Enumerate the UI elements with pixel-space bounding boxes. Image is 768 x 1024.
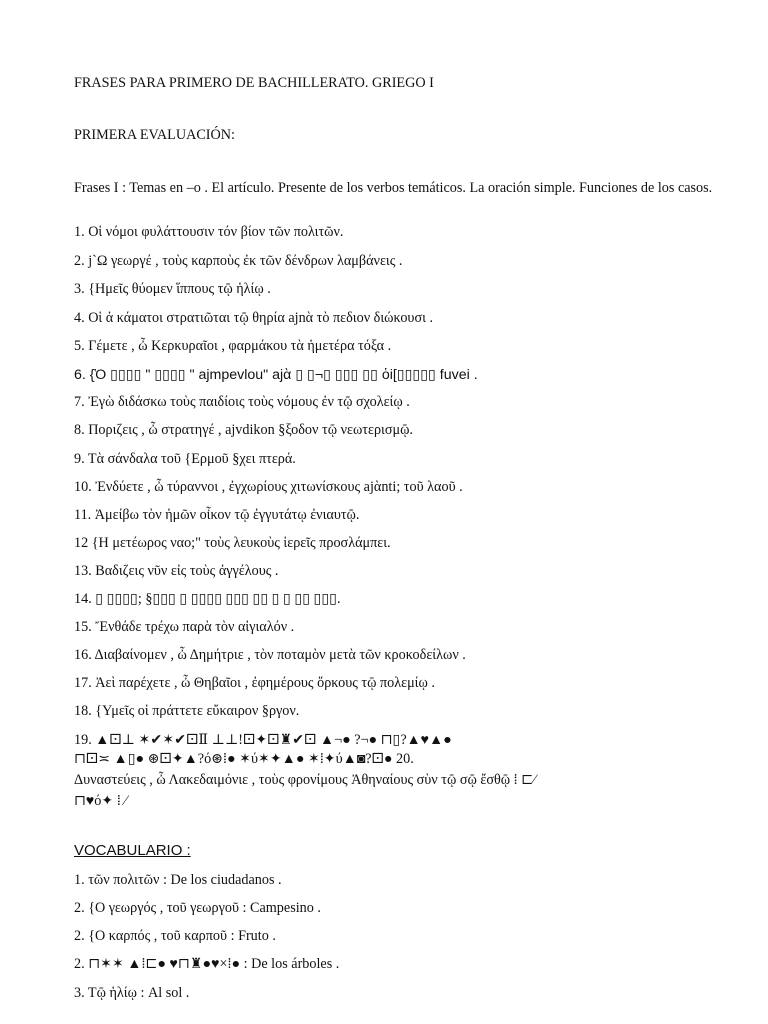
vocabulary-entry: 2. {O καρπός , τοῦ καρποῦ : Fruto . [74,928,276,944]
sentence-line: ⊓⚀≍ ▲▯● ⊛⚀✦▲?ό⊛⁞● ✶ύ✶✦▲● ✶⁞✦ύ▲◙?⚀● 20. [74,751,414,767]
sentence-line: 1. Oἱ νόμοι φυλάττουσιν τόν βίον τῶν πολιτῶν. [74,224,344,240]
sentence-line: 13. Βαδιζεις νῦν εἰς τοὺς ἀγγέλους . [74,563,279,579]
sentence-line: 18. {Υμεῖς oἱ πράττετε εὔκαιρον §ργον. [74,703,300,719]
sentence-line: 15. Ἔνθάδε τρέχω παρὰ τὸν αἰγιαλόν . [74,619,295,635]
sentence-line: 12 {Η μετέωρος ναο;" τοὺς λευκοὺς ἱερεῖς προσλάμπει. [74,535,391,551]
sentence-line: 10. Ἐνδύετε , ὦ τύραννοι , ἐγχωρίους χιτωνίσκους ajὰnti; τοῦ λαοῦ . [74,479,463,495]
sentence-line: 8. Ποριζεις , ὦ στρατηγέ , ajvdikon §ξοδον τῷ νεωτερισμῷ. [74,422,413,438]
sentence-line: 2. j`Ω γεωργέ , τοὺς καρποὺς ἐκ τῶν δένδρων λαμβάνεις . [74,253,403,269]
vocabulary-heading: VOCABULARIO : [74,842,191,859]
sentence-line: 19. ▲⚀⊥ ✶✔✶✔⚀Ⅱ ⊥⊥!⚀✦⚀♜✔⚀ ▲¬● ?¬● ⊓▯?▲♥▲● [74,732,452,748]
sentence-line: Δυναστεύεις , ὦ Λακεδαιμόνιε , τοὺς φρονίμους Ἀθηναίους σὺν τῷ σῷ ἔσθῷ ⁞ ⊏⁄ [74,772,536,788]
sentence-line: 11. Ἀμείβω τὸν ἡμῶν oἶκον τῷ ἐγγυτάτῳ ἐνιαυτῷ. [74,507,360,523]
document-title: FRASES PARA PRIMERO DE BACHILLERATO. GRIEGO I [74,75,434,91]
sentence-line: 4. Oἱ ἀ κάματοι στρατιῶται τῷ θηρία ajnὰ τὸ πεδιον διώκουσι . [74,310,434,326]
sentence-line: 3. {Ημεῖς θύομεν ἵππους τῷ ἡλίῳ . [74,281,271,297]
section-heading: PRIMERA EVALUACIÓN: [74,127,235,143]
vocabulary-entry: 1. τῶν πολιτῶν : De los ciudadanos . [74,872,282,888]
sentence-line: 14. ▯ ▯▯▯▯; §▯▯▯ ▯ ▯▯▯▯ ▯▯▯ ▯▯ ▯ ▯ ▯▯ ▯▯▯. [74,591,341,607]
vocabulary-entry: 2. ⊓✶✶ ▲⁞⊏● ♥⊓♜●♥×⁞● : De los árboles . [74,956,340,972]
intro-paragraph: Frases I : Temas en –o . El artículo. Presente de los verbos temáticos. La oración simple. Funciones de los casos. [74,180,713,196]
sentence-line: 5. Γέμετε , ὦ Κερκυραῖοι , φαρμάκου τὰ ἡμετέρα τόξα . [74,338,392,354]
sentence-line: 7. Ἐγὼ διδάσκω τοὺς παιδίοις τοὺς νόμους ἐν τῷ σχολείῳ . [74,394,410,410]
sentence-line: ⊓♥ό✦ ⁞ ⁄ [74,793,127,809]
sentence-line: 9. Τὰ σάνδαλα τοῦ {Ερμοῦ §χει πτερά. [74,451,296,467]
sentence-line: 6. {Ὁ ▯▯▯▯ " ▯▯▯▯ " ajmpevlou" ajὰ ▯ ▯¬▯ ▯▯▯ ▯▯ ὁi[▯▯▯▯▯ fuvei . [74,367,478,383]
sentence-line: 16. Διαβαίνομεν , ὦ Δημήτριε , τὸν ποταμὸν μετὰ τῶν κροκοδείλων . [74,647,466,663]
vocabulary-entry: 2. {O γεωργός , τοῦ γεωργοῦ : Campesino . [74,900,321,916]
sentence-line: 17. Ἀεὶ παρέχετε , ὦ Θηβαῖοι , ἐφημέρους ὅρκους τῷ πολεμίῳ . [74,675,435,691]
vocabulary-entry: 3. Τῷ ἡλίῳ : Al sol . [74,985,190,1001]
